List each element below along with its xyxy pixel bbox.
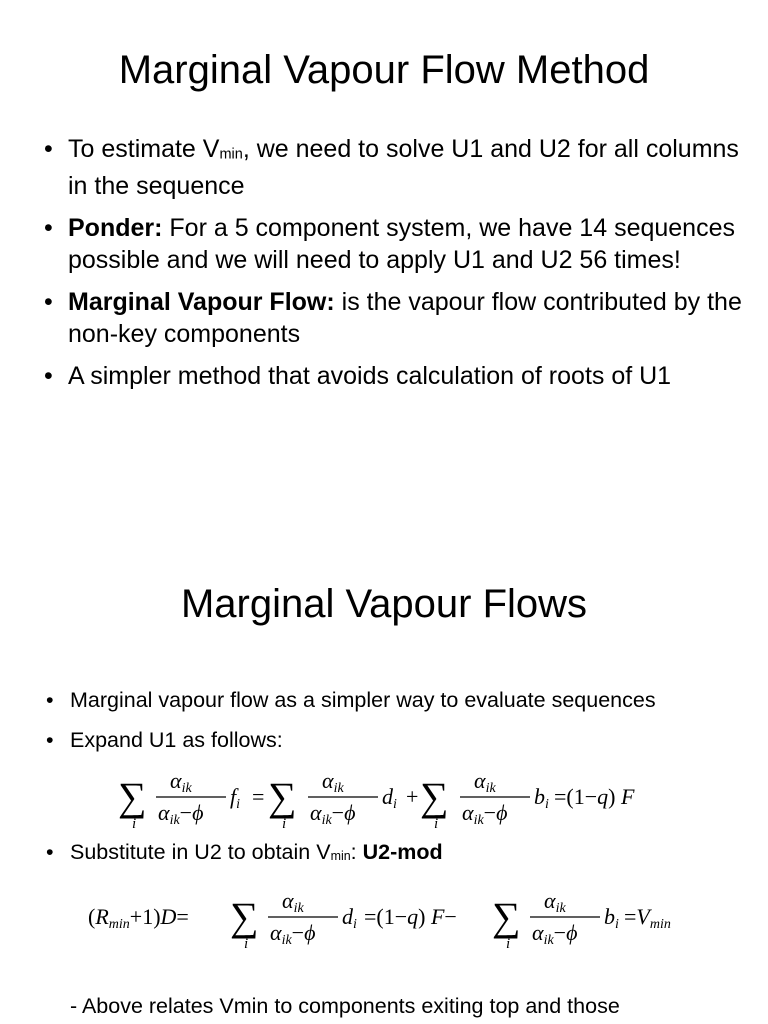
svg-text:(Rmin+1)D=: (Rmin+1)D= [88,904,189,932]
svg-text:=(1−q) F: =(1−q) F [554,784,635,809]
svg-text:αik−ϕ: αik−ϕ [462,800,508,828]
equation-u2mod-graphic [88,886,708,962]
svg-text:∑: ∑ [492,894,521,939]
subscript: min [330,849,351,864]
bullet-text: Substitute in U2 to obtain V [70,840,331,864]
bold-lead: Marginal Vapour Flow: [68,288,335,317]
equation-u1 [118,766,678,841]
bullet-list [44,134,748,404]
bullet-text: Marginal vapour flow as a simpler way to evaluate sequences [70,688,656,712]
svg-text:di: di [342,904,357,932]
bullet-item [44,134,748,202]
bullet-item [44,287,748,350]
svg-text:i: i [244,936,249,952]
bullet-item [46,726,760,754]
svg-text:αik: αik [474,768,496,796]
svg-text:bi: bi [534,784,549,812]
bullet-item [44,213,748,276]
bullet-dot: • [46,688,54,712]
svg-text:i: i [434,816,439,832]
bullet-text: For a 5 component system, we have 14 sequences possible and we will need to apply U1 and U2 56 times! [68,214,735,274]
svg-text:αik−ϕ: αik−ϕ [310,800,356,828]
equation-u1-graphic [118,766,678,836]
bullet-dot: • [44,214,53,243]
bold-label: U2-mod [362,840,443,864]
svg-text:αik: αik [322,768,344,796]
bullet-text: , we need to solve U1 and U2 for all columns in the sequence [68,135,739,200]
bullet-text: To estimate V [68,135,220,163]
svg-text:=Vmin: =Vmin [624,904,671,932]
bullet-item [46,686,760,714]
svg-text:di: di [382,784,397,812]
svg-text:αik−ϕ: αik−ϕ [532,920,578,948]
note-text: - Above relates Vmin to components exiting top and those [70,994,620,1018]
svg-text:=(1−q) F−: =(1−q) F− [364,904,457,929]
bullet-item [44,361,748,393]
subscript: min [219,146,243,163]
svg-text:=: = [252,784,265,809]
svg-text:fi: fi [230,784,241,812]
svg-text:+: + [406,784,419,809]
slide-title: Marginal Vapour Flows [180,582,588,626]
svg-text:∑: ∑ [118,774,147,819]
bullet-text: : [350,840,363,864]
bullet-dot: • [46,840,54,864]
bullet-item [46,838,760,870]
svg-text:αik−ϕ: αik−ϕ [270,920,316,948]
bold-lead: Ponder: [68,214,163,243]
svg-text:∑: ∑ [420,774,449,819]
svg-text:∑: ∑ [230,894,259,939]
bullet-dot: • [44,288,53,317]
bullet-dot: • [46,728,54,752]
svg-text:αik: αik [282,888,304,916]
bullet-dot: • [44,135,53,163]
bullet-text: A simpler method that avoids calculation of roots of U1 [68,362,672,391]
svg-text:i: i [282,816,287,832]
svg-text:i: i [506,936,511,952]
equation-u2mod [88,886,708,967]
svg-text:αik: αik [170,768,192,796]
svg-text:i: i [132,816,137,832]
svg-text:αik: αik [544,888,566,916]
svg-text:bi: bi [604,904,619,932]
bullet-dot: • [44,362,53,391]
slide-title: Marginal Vapour Flow Method [118,48,650,92]
svg-text:αik−ϕ: αik−ϕ [158,800,204,828]
bullet-text: Expand U1 as follows: [70,728,283,752]
bullet-text: is the vapour flow contributed by the non-key components [68,288,742,348]
svg-text:∑: ∑ [268,774,297,819]
slide-marginal-vapour-flows [0,512,768,1024]
